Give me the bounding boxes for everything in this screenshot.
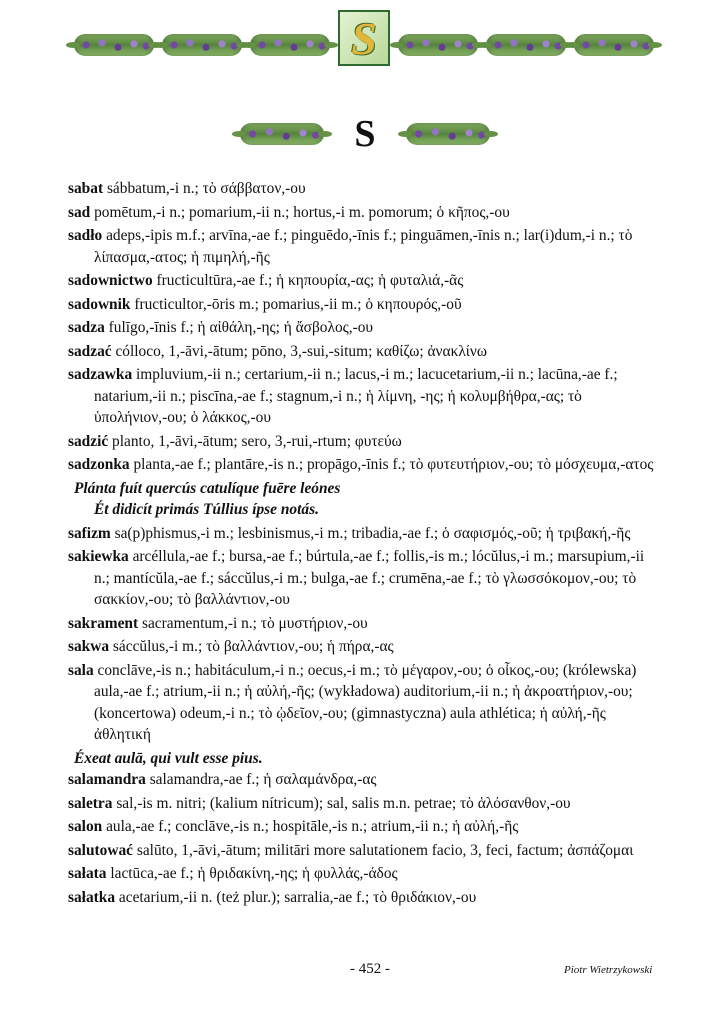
entry-headword: sadzonka: [68, 456, 130, 473]
entry-definition: cólloco, 1,-āvi,-ātum; pōno, 3,-sui,-situm; καθίζω; ἀνακλίνω: [115, 342, 488, 360]
dictionary-entry: [68, 793, 654, 815]
entry-definition: aula,-ae f.; conclāve,-is n.; hospitāle,-is n.; atrium,-ii n.; ἡ αὐλή,-ῆς: [106, 818, 519, 835]
entry-definition: conclāve,-is n.; habitáculum,-i n.; oecus,-i m.; τὸ μέγαρον,-ου; ὁ οἶκος,-ου; (królewska) aula,-ae f.; atrium,-ii n.; ἡ αὐλή,-ῆς; (wykładowa) auditorium,-ii n.; ἡ ἀκροατήριον,-ου; (koncertowa) odeum,-i n.; τὸ ᾠδεῖον,-ου; (gimnastyczna) aula athlética; ἡ αὐλή,-ῆς ἀθλητική: [94, 661, 637, 743]
dictionary-entry: [68, 636, 654, 658]
entry-headword: sałata: [68, 865, 107, 882]
entry-headword: sadownik: [68, 295, 131, 313]
entry-definition: sáccŭlus,-i m.; τὸ βαλλάντιον,-ου; ἡ πήρα,-ας: [112, 638, 394, 655]
floral-garland-ornament: [162, 34, 242, 56]
entry-headword: salutować: [68, 841, 133, 859]
entry-headword: salamandra: [68, 771, 146, 788]
floral-garland-ornament: [240, 123, 324, 145]
page-number: - 452 -: [350, 961, 390, 977]
entry-headword: sadownictwo: [68, 272, 153, 289]
dictionary-entry: [68, 523, 654, 545]
entry-definition: sal,-is m. nitri; (kalium nítricum); sal, salis m.n. petrae; τὸ ἁλόσανθον,-ου: [116, 794, 571, 812]
author-name: Piotr Wietrzykowski: [564, 964, 653, 976]
decorative-initial: [338, 10, 390, 66]
dictionary-entry: [68, 270, 654, 292]
floral-garland-ornament: [74, 34, 154, 56]
entry-headword: sadzawka: [68, 366, 133, 383]
dictionary-entry: [68, 178, 654, 200]
section-heading: [240, 112, 490, 156]
dictionary-entry: [68, 546, 654, 611]
entry-headword: sadza: [68, 319, 105, 336]
entry-definition: arcéllula,-ae f.; bursa,-ae f.; búrtula,-ae f.; follis,-is m.; lócŭlus,-i m.; marsupium,-ii n.; mantícŭla,-ae f.; sáccŭlus,-i m.; bulga,-ae f.; crumēna,-ae f.; τὸ γλωσσόκομον,-ου; τὸ σακκίον,-ου; τὸ βαλλάντιον,-ου: [94, 548, 645, 608]
entry-definition: sa(p)phismus,-i m.; lesbinismus,-i m.; tribadia,-ae f.; ὁ σαφισμός,-οῦ; ἡ τριβακή,-ῆς: [114, 524, 631, 542]
verse-line: Plánta fuít quercús catulíque fuēre leónes: [74, 479, 341, 497]
dictionary-entry: [68, 863, 654, 885]
entry-headword: sakrament: [68, 614, 139, 632]
entry-headword: sakwa: [68, 638, 110, 655]
dictionary-entry: [68, 816, 654, 838]
floral-garland-ornament: [574, 34, 654, 56]
dictionary-entry: [68, 431, 654, 453]
entry-definition: sacramentum,-i n.; τὸ μυστήριον,-ου: [141, 614, 368, 632]
dictionary-entry: [68, 294, 654, 316]
top-ornament-border: [74, 12, 654, 66]
dictionary-entry: [68, 660, 654, 746]
entry-definition: sábbatum,-i n.; τὸ σάββατον,-ου: [106, 180, 306, 197]
dictionary-entry: [68, 613, 654, 635]
entry-headword: sałatka: [68, 888, 116, 906]
entry-headword: sad: [68, 203, 91, 221]
verse-line: Ét didicít primás Túllius ípse notás.: [94, 501, 319, 518]
entry-definition: fructicultūra,-ae f.; ἡ κηπουρία,-ας; ἡ φυταλιά,-ᾶς: [156, 272, 464, 289]
dictionary-entry: [68, 364, 654, 429]
floral-garland-ornament: [486, 34, 566, 56]
dictionary-entry: [68, 225, 654, 268]
dictionary-entry: [68, 202, 654, 224]
entry-headword: sadzać: [68, 342, 112, 360]
entry-definition: planto, 1,-āvi,-ātum; sero, 3,-rui,-rtum; φυτεύω: [112, 432, 402, 450]
entry-headword: sabat: [68, 180, 104, 197]
dictionary-entry: [68, 341, 654, 363]
decorative-initial-letter: S: [351, 12, 377, 64]
entry-headword: salon: [68, 818, 103, 835]
dictionary-entry: [68, 317, 654, 339]
dictionary-entry: [68, 769, 654, 791]
floral-garland-ornament: [406, 123, 490, 145]
entry-definition: acetarium,-ii n. (też plur.); sarralia,-ae f.; τὸ θριδάκιον,-ου: [118, 888, 477, 906]
section-letter: S: [354, 113, 376, 155]
entry-headword: sadło: [68, 227, 103, 244]
entry-definition: planta,-ae f.; plantāre,-is n.; propāgo,-īnis f.; τὸ φυτευτήριον,-ου; τὸ μόσχευμα,-ατος: [133, 456, 654, 473]
floral-garland-ornament: [250, 34, 330, 56]
entry-headword: sakiewka: [68, 548, 129, 565]
entry-definition: impluvium,-ii n.; certarium,-ii n.; lacus,-i m.; lacucetarium,-ii n.; lacūna,-ae f.; natarium,-ii n.; piscīna,-ae f.; stagnum,-i n.; ἡ λίμνη, -ης; ἡ κολυμβήθρα,-ας; τὸ ὑπολήνιον,-ου; ὁ λάκκος,-ου: [94, 366, 618, 426]
entry-definition: salamandra,-ae f.; ἡ σαλαμάνδρα,-ας: [149, 771, 377, 788]
dictionary-entry: [68, 454, 654, 476]
entry-definition: fructicultor,-ōris m.; pomarius,-ii m.; ὁ κηπουρός,-οῦ: [134, 295, 462, 313]
entry-definition: lactūca,-ae f.; ἡ θριδακίνη,-ης; ἡ φυλλάς,-άδος: [110, 865, 398, 882]
entry-headword: sadzić: [68, 432, 109, 450]
entry-headword: safizm: [68, 524, 111, 542]
entry-definition: adeps,-ipis m.f.; arvīna,-ae f.; pinguēdo,-īnis f.; pinguāmen,-īnis n.; lar(i)dum,-i n.; τὸ λίπασμα,-ατος; ἡ πιμηλή,-ῆς: [94, 227, 633, 266]
dictionary-entry: [68, 887, 654, 909]
entry-definition: salūto, 1,-āvi,-ātum; militāri more salutationem facio, 3, feci, factum; ἀσπάζομαι: [136, 841, 634, 859]
entry-definition: pomētum,-i n.; pomarium,-ii n.; hortus,-i m. pomorum; ὁ κῆπος,-ου: [94, 203, 510, 221]
entry-headword: saletra: [68, 794, 113, 812]
dictionary-entry: [68, 840, 654, 862]
floral-garland-ornament: [398, 34, 478, 56]
dictionary-entries: [68, 178, 654, 910]
entry-headword: sala: [68, 661, 94, 679]
verse-line: Éxeat aulā, qui vult esse pius.: [74, 749, 263, 767]
entry-definition: fulīgo,-īnis f.; ἡ αἰθάλη,-ης; ἡ ἄσβολος,-ου: [108, 319, 374, 336]
